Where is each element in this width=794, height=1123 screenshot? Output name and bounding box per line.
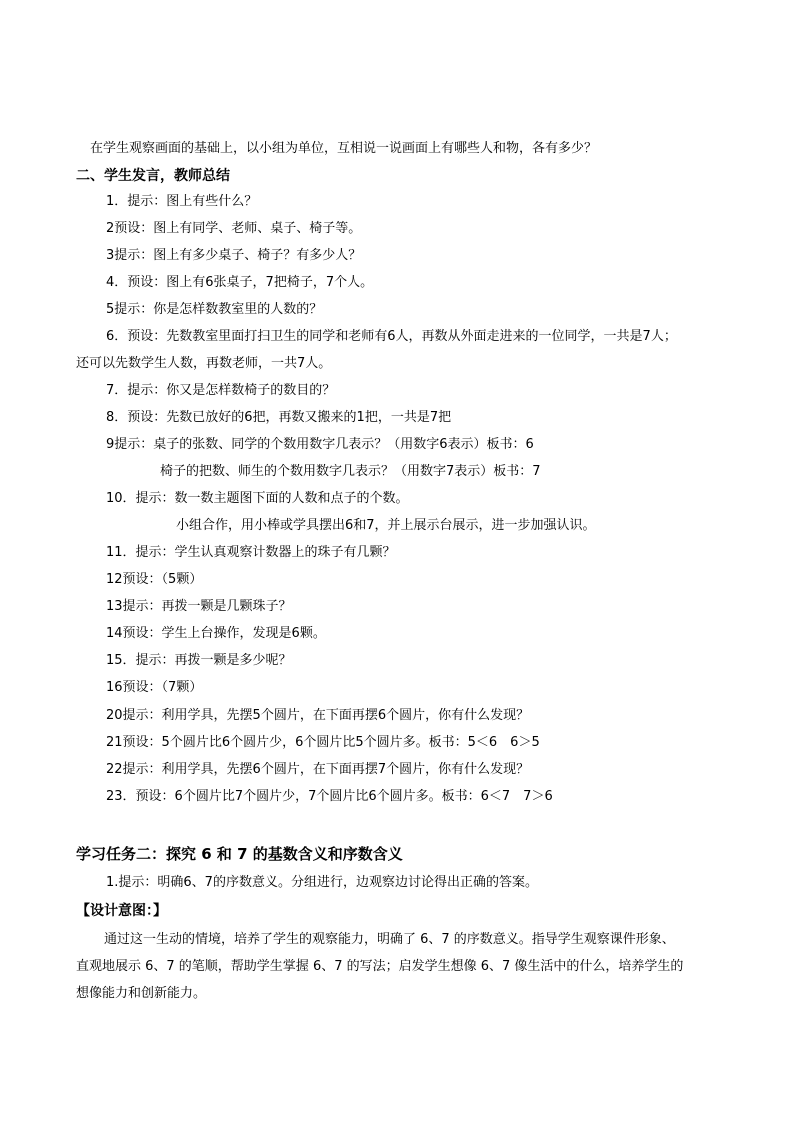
list-item: 23．预设：6个圆片比7个圆片少，7个圆片比6个圆片多。板书：6＜7 7＞6 <box>106 789 553 804</box>
intro-paragraph: 在学生观察画面的基础上，以小组为单位，互相说一说画面上有哪些人和物，各有多少？ <box>90 141 598 156</box>
list-item: 4．预设：图上有6张桌子，7把椅子，7个人。 <box>106 275 374 290</box>
design-paragraph-line: 想像能力和创新能力。 <box>76 986 207 1001</box>
list-item: 8．预设：先数已放好的6把，再数又搬来的1把，一共是7把 <box>106 410 452 425</box>
list-item-continuation: 小组合作，用小棒或学具摆出6和7，并上展示台展示，进一步加强认识。 <box>176 518 596 533</box>
list-item: 7．提示：你又是怎样数椅子的数目的？ <box>106 383 336 398</box>
list-item: 14预设：学生上台操作，发现是6颗。 <box>106 626 326 641</box>
list-item: 13提示：再拨一颗是几颗珠子？ <box>106 599 292 614</box>
list-item: 2预设：图上有同学、老师、桌子、椅子等。 <box>106 221 362 236</box>
list-item: 16预设：（7颗） <box>106 680 203 695</box>
list-item: 12预设：（5颗） <box>106 572 203 587</box>
list-item-continuation: 椅子的把数、师生的个数用数字几表示？（用数字7表示）板书：7 <box>160 464 541 479</box>
task-heading: 学习任务二：探究 6 和 7 的基数含义和序数含义 <box>76 845 403 863</box>
list-item: 11．提示：学生认真观察计数器上的珠子有几颗？ <box>106 545 396 560</box>
list-item: 1.提示：明确6、7的序数意义。分组进行，边观察边讨论得出正确的答案。 <box>106 875 538 890</box>
list-item: 9提示：桌子的张数、同学的个数用数字几表示？（用数字6表示）板书：6 <box>106 437 534 452</box>
design-paragraph-line: 直观地展示 6、7 的笔顺，帮助学生掌握 6、7 的写法；启发学生想像 6、7 像生活中的什么，培养学生的 <box>76 959 684 974</box>
list-item-continuation: 还可以先数学生人数，再数老师，一共7人。 <box>76 356 332 371</box>
list-item: 1．提示：图上有些什么？ <box>106 194 258 209</box>
list-item: 21预设：5个圆片比6个圆片少，6个圆片比5个圆片多。板书：5＜6 6＞5 <box>106 735 540 750</box>
list-item: 15．提示：再拨一颗是多少呢？ <box>106 653 292 668</box>
list-item: 5提示：你是怎样数教室里的人数的？ <box>106 302 323 317</box>
list-item: 22提示：利用学具，先摆6个圆片，在下面再摆7个圆片，你有什么发现？ <box>106 762 530 777</box>
list-item: 10．提示：数一数主题图下面的人数和点子的个数。 <box>106 491 409 506</box>
list-item: 20提示：利用学具，先摆5个圆片，在下面再摆6个圆片，你有什么发现？ <box>106 708 530 723</box>
design-paragraph-line: 通过这一生动的情境，培养了学生的观察能力，明确了 6、7 的序数意义。指导学生观察课件形象、 <box>104 932 675 947</box>
section-heading: 二、学生发言，教师总结 <box>76 168 230 184</box>
list-item: 3提示：图上有多少桌子、椅子？有多少人？ <box>106 248 362 263</box>
design-label: 【设计意图：】 <box>76 903 167 919</box>
list-item: 6．预设：先数教室里面打扫卫生的同学和老师有6人，再数从外面走进来的一位同学，一共是7人； <box>106 329 677 344</box>
